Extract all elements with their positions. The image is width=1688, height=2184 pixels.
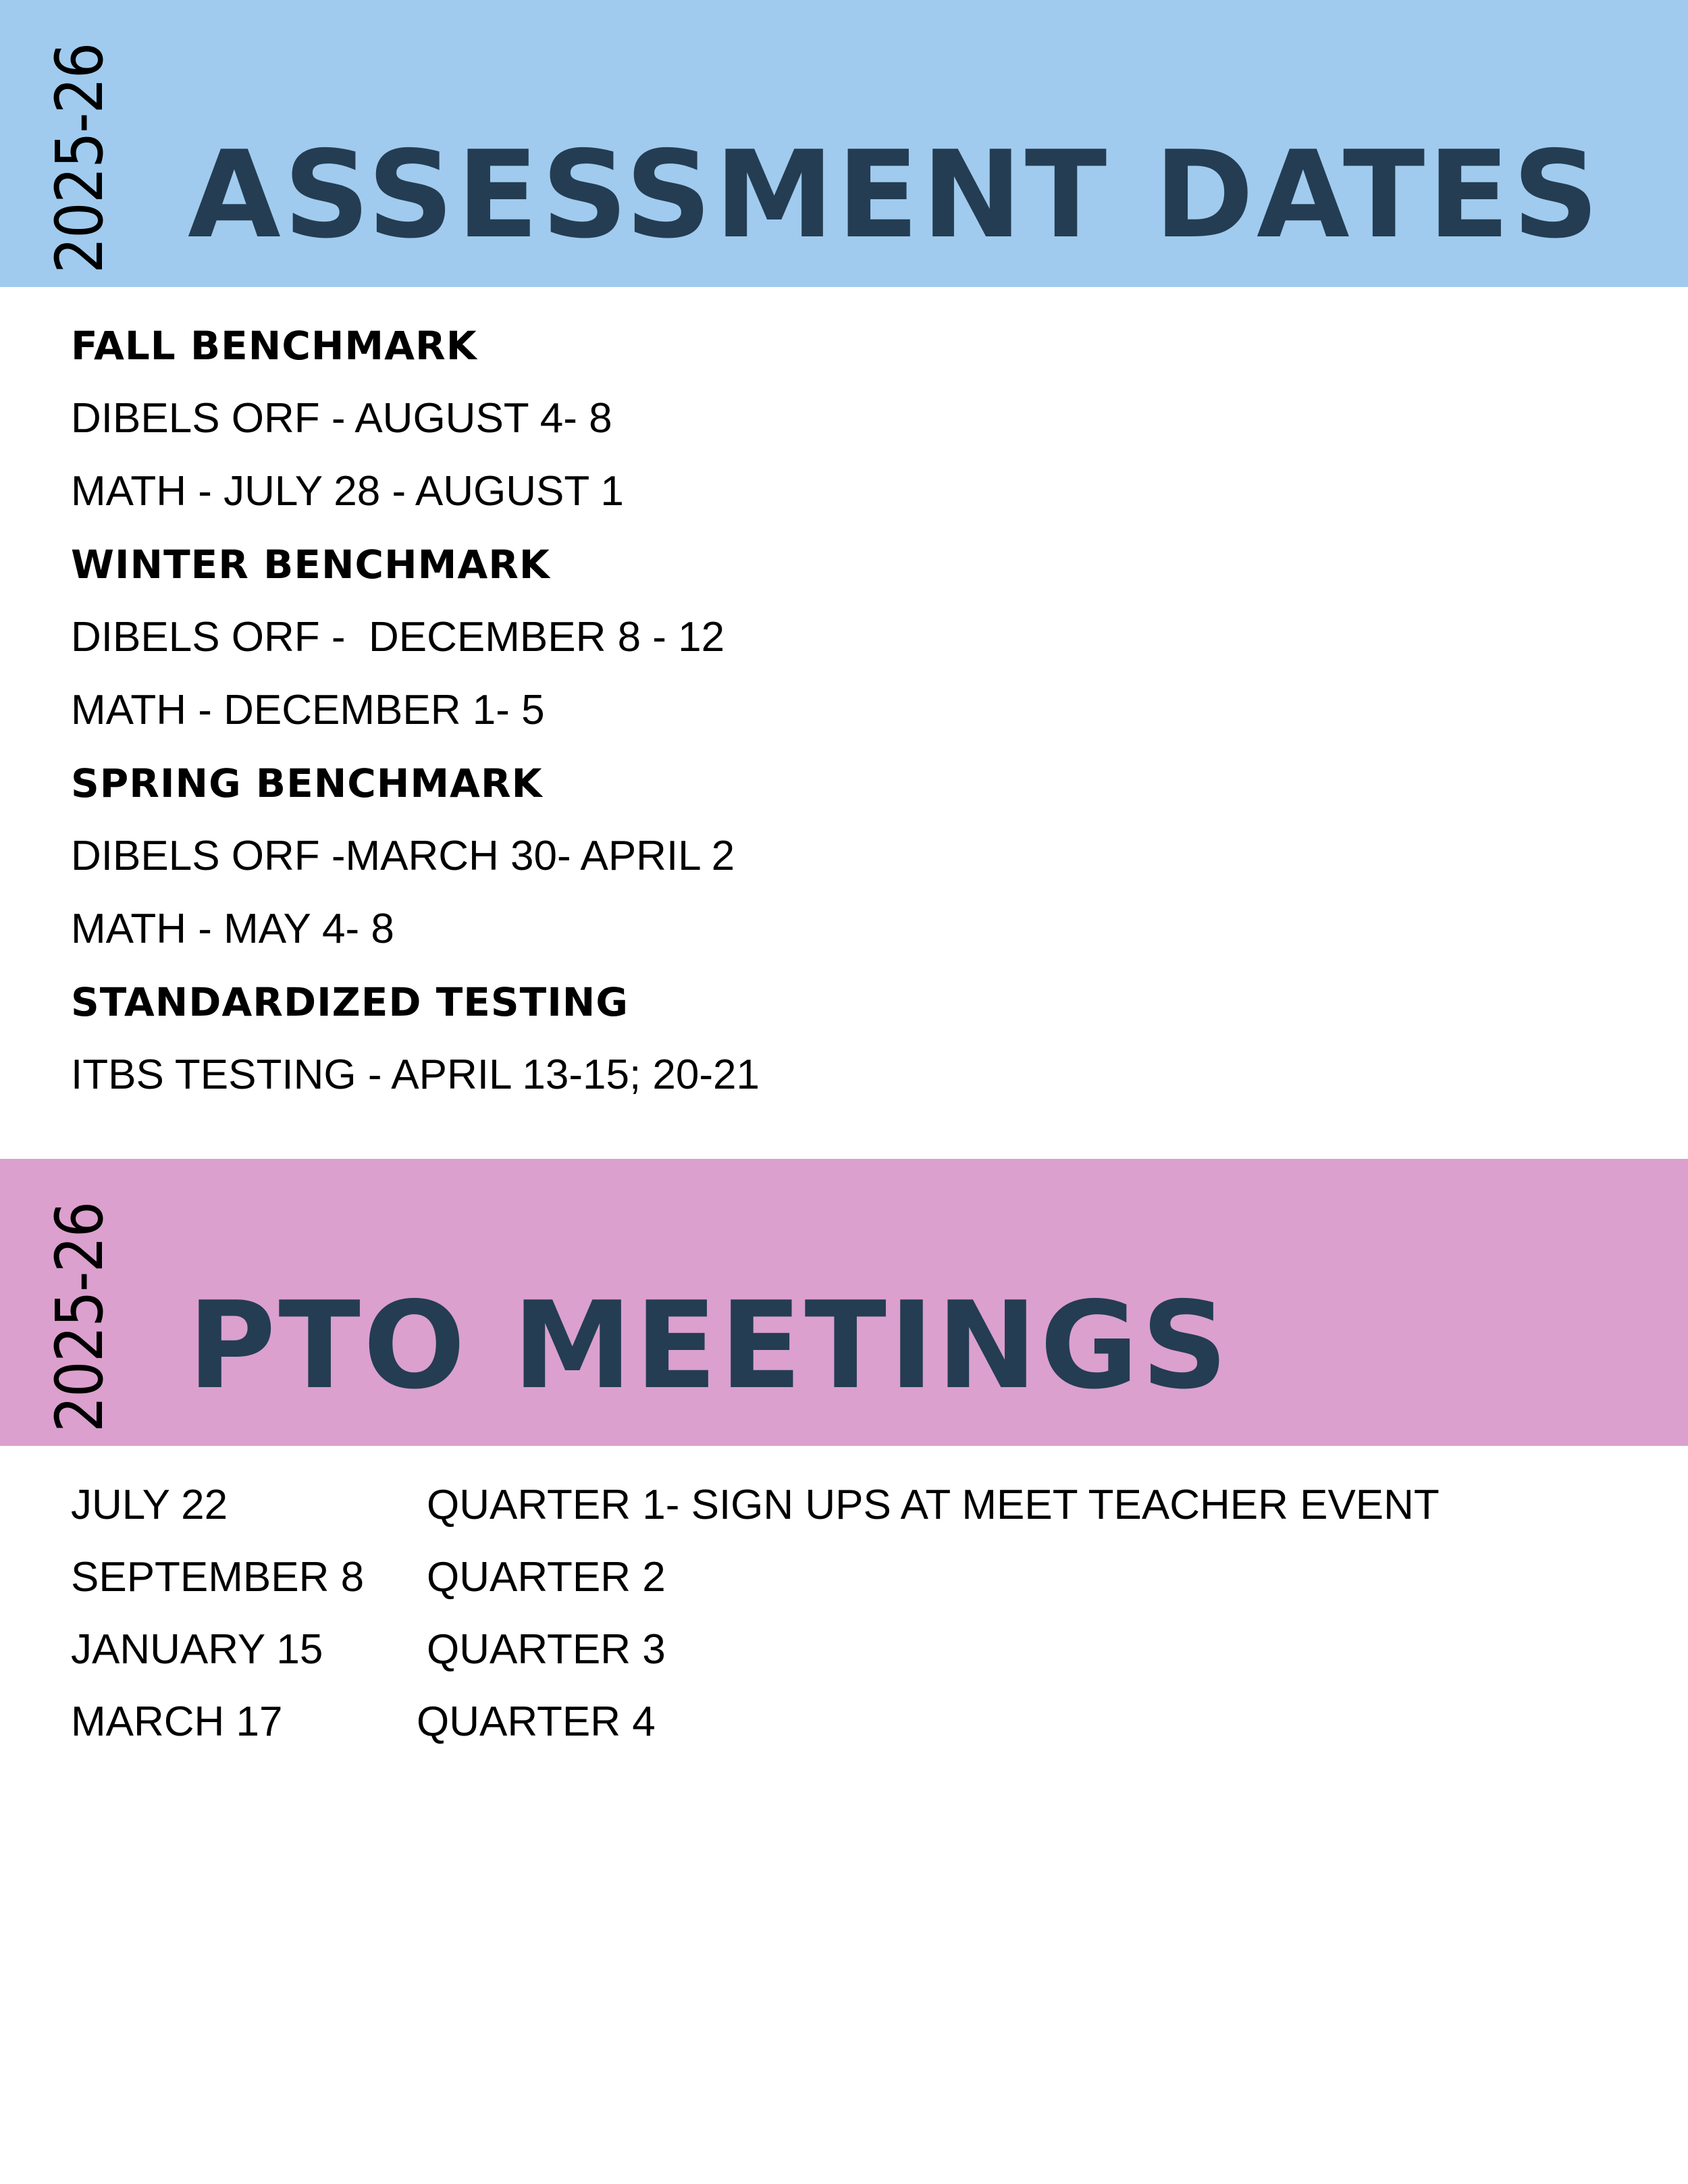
pto-banner	[0, 1159, 1688, 1446]
meeting-date: JANUARY 15	[71, 1626, 323, 1673]
table-row	[71, 1541, 1624, 1613]
meeting-description: QUARTER 4	[417, 1698, 656, 1745]
assessment-banner	[0, 0, 1688, 287]
pto-title: PTO MEETINGS	[188, 1276, 1231, 1415]
meeting-description: QUARTER 3	[427, 1626, 666, 1673]
section-heading-spring: SPRING BENCHMARK	[71, 760, 543, 806]
section-heading-standardized: STANDARDIZED TESTING	[71, 979, 629, 1025]
assessment-list	[71, 309, 1624, 1112]
list-item: ITBS TESTING - APRIL 13-15; 20-21	[71, 1051, 760, 1098]
table-row	[71, 1613, 1624, 1686]
list-item: DIBELS ORF -MARCH 30- APRIL 2	[71, 833, 735, 879]
pto-year-label: 2025-26	[42, 1202, 117, 1432]
section-heading-winter: WINTER BENCHMARK	[71, 542, 550, 588]
table-row	[71, 1686, 1624, 1758]
list-item: DIBELS ORF - DECEMBER 8 - 12	[71, 614, 725, 660]
section-heading-fall: FALL BENCHMARK	[71, 323, 477, 369]
meeting-date: MARCH 17	[71, 1698, 283, 1745]
list-item: MATH - JULY 28 - AUGUST 1	[71, 468, 624, 515]
assessment-year-label: 2025-26	[42, 43, 117, 274]
meeting-date: SEPTEMBER 8	[71, 1554, 365, 1601]
meeting-description: QUARTER 1- SIGN UPS AT MEET TEACHER EVENT	[427, 1482, 1440, 1528]
meeting-description: QUARTER 2	[427, 1554, 666, 1601]
list-item: MATH - MAY 4- 8	[71, 906, 394, 952]
table-row	[71, 1469, 1624, 1541]
assessment-title: ASSESSMENT DATES	[188, 125, 1602, 265]
list-item: DIBELS ORF - AUGUST 4- 8	[71, 395, 612, 442]
list-item: MATH - DECEMBER 1- 5	[71, 687, 545, 733]
meeting-date: JULY 22	[71, 1482, 228, 1528]
pto-meetings-list	[71, 1469, 1624, 1758]
